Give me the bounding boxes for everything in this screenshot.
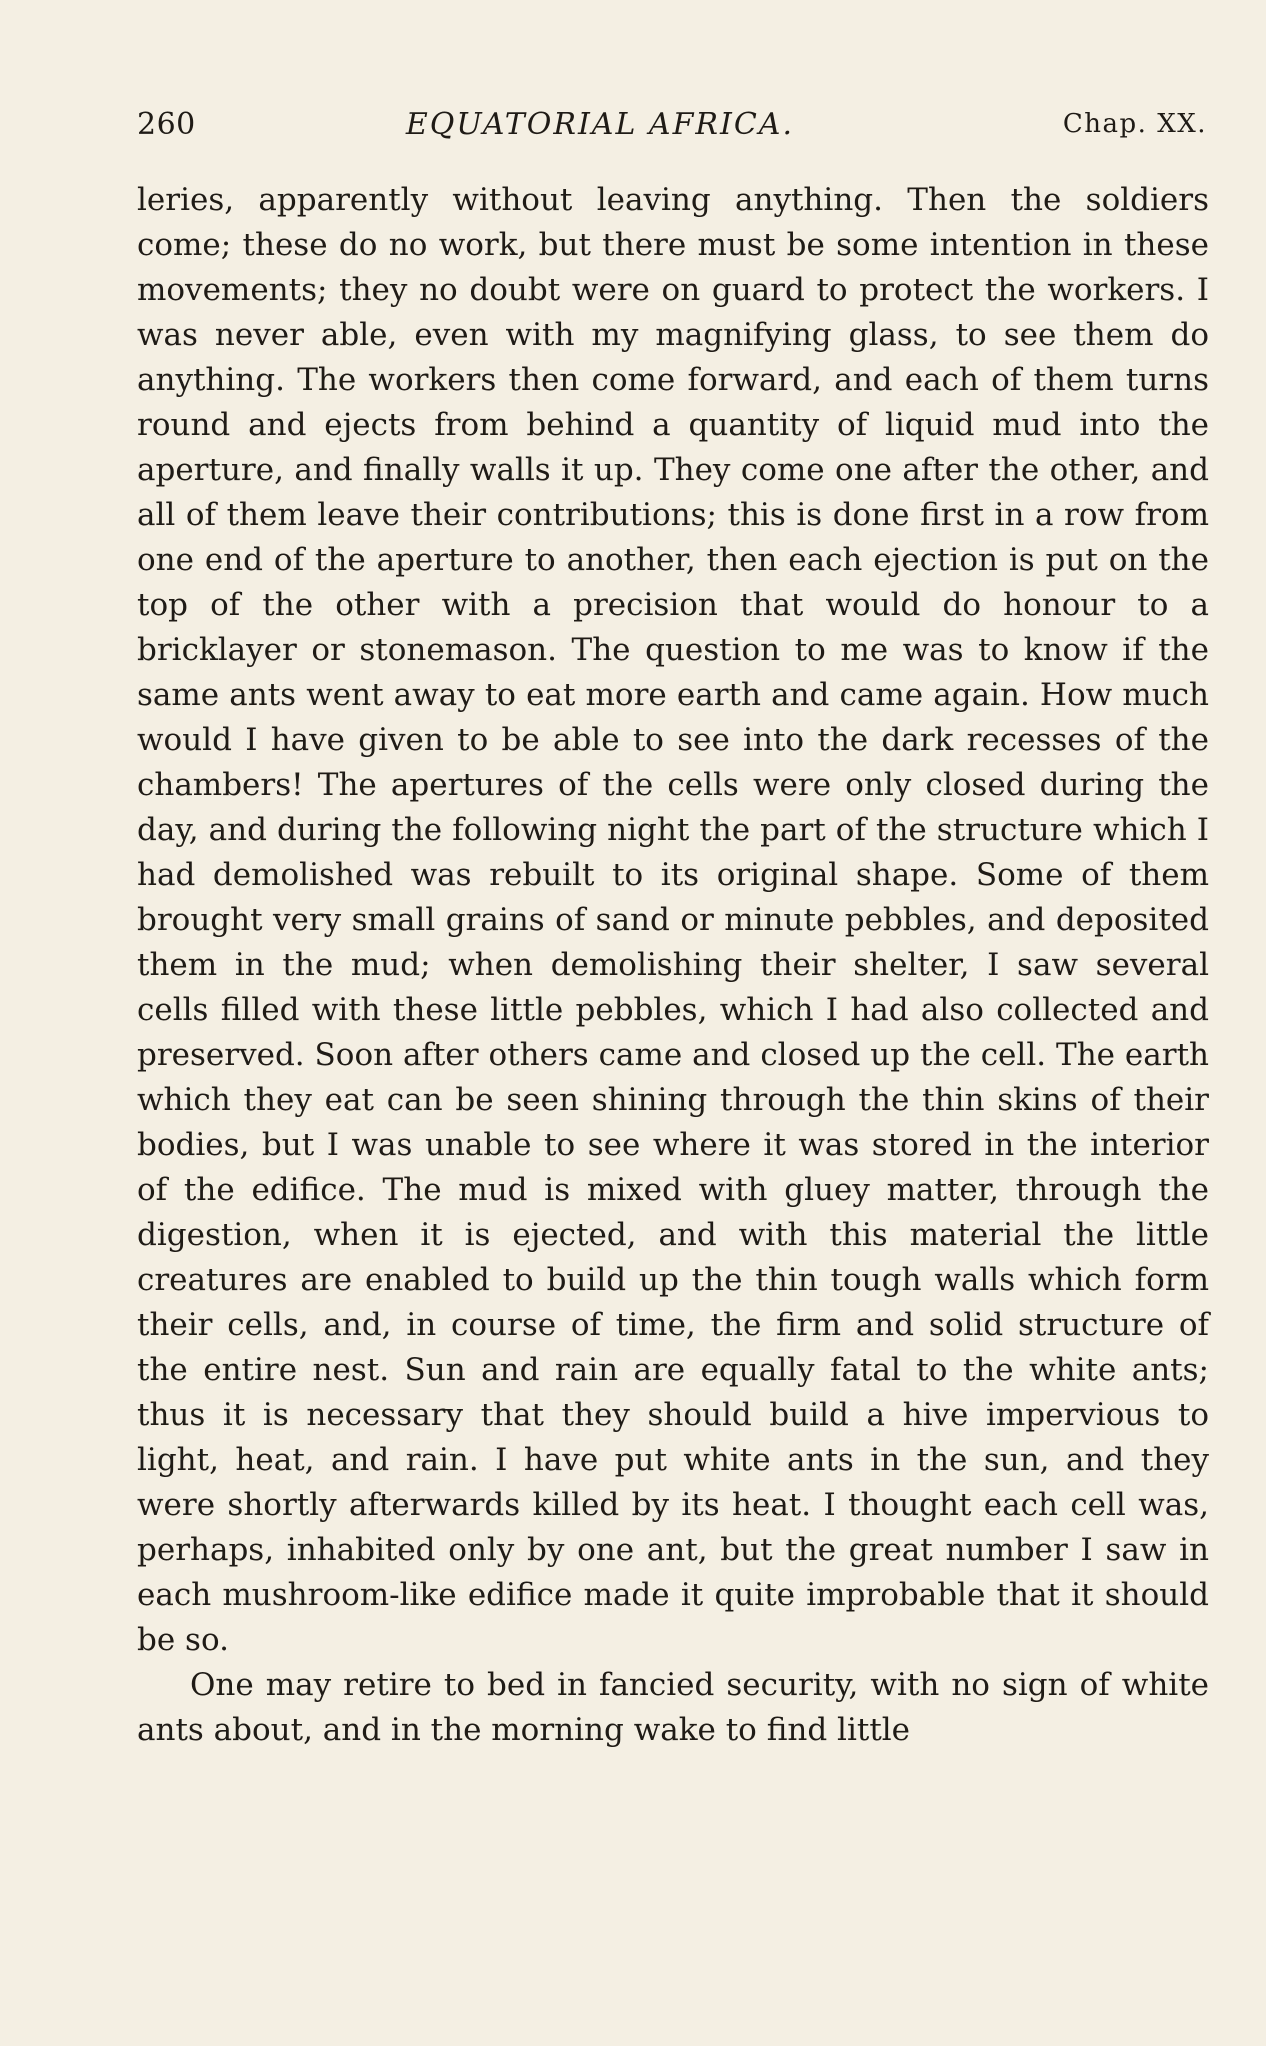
page-number: 260 (137, 106, 196, 142)
paragraph-continued: leries, apparently without leaving anything. Then the soldiers come; these do no work, but there must be some intention in these movements; they no doubt were on guard to protect the workers. I was never able, even with my magnifying glass, to see them do anything. The workers then come forward, and each of them turns round and ejects from behind a quantity of liquid mud into the aperture, and finally walls it up. They come one after the other, and all of them leave their contributions; this is done first in a row from one end of the aperture to another, then each ejection is put on the top of the other with a precision that would do honour to a bricklayer or stonemason. The question to me was to know if the same ants went away to eat more earth and came again. How much would I have given to be able to see into the dark recesses of the chambers! The apertures of the cells were only closed during the day, and during the following night the part of the structure which I had demolished was rebuilt to its original shape. Some of them brought very small grains of sand or minute pebbles, and deposited them in the mud; when demolishing their shelter, I saw several cells filled with these little pebbles, which I had also collected and preserved. Soon after others came and closed up the cell. The earth which they eat can be seen shining through the thin skins of their bodies, but I was unable to see where it was stored in the interior of the edifice. The mud is mixed with gluey matter, through the digestion, when it is ejected, and with this material the little creatures are enabled to build up the thin tough walls which form their cells, and, in course of time, the firm and solid structure of the entire nest. Sun and rain are equally fatal to the white ants; thus it is necessary that they should build a hive impervious to light, heat, and rain. I have put white ants in the sun, and they were shortly afterwards killed by its heat. I thought each cell was, perhaps, inhabited only by one ant, but the great number I saw in each mushroom-like edifice made it quite improbable that it should be so. (137, 182, 1209, 1658)
paragraph-new: One may retire to bed in fancied security, with no sign of white ants about, and in the morning wake to find little (137, 1667, 1209, 1748)
running-title: EQUATORIAL AFRICA. (405, 106, 794, 142)
body-text (137, 178, 1209, 1753)
page-header (137, 104, 1207, 144)
chapter-label: Chap. XX. (1062, 109, 1207, 139)
